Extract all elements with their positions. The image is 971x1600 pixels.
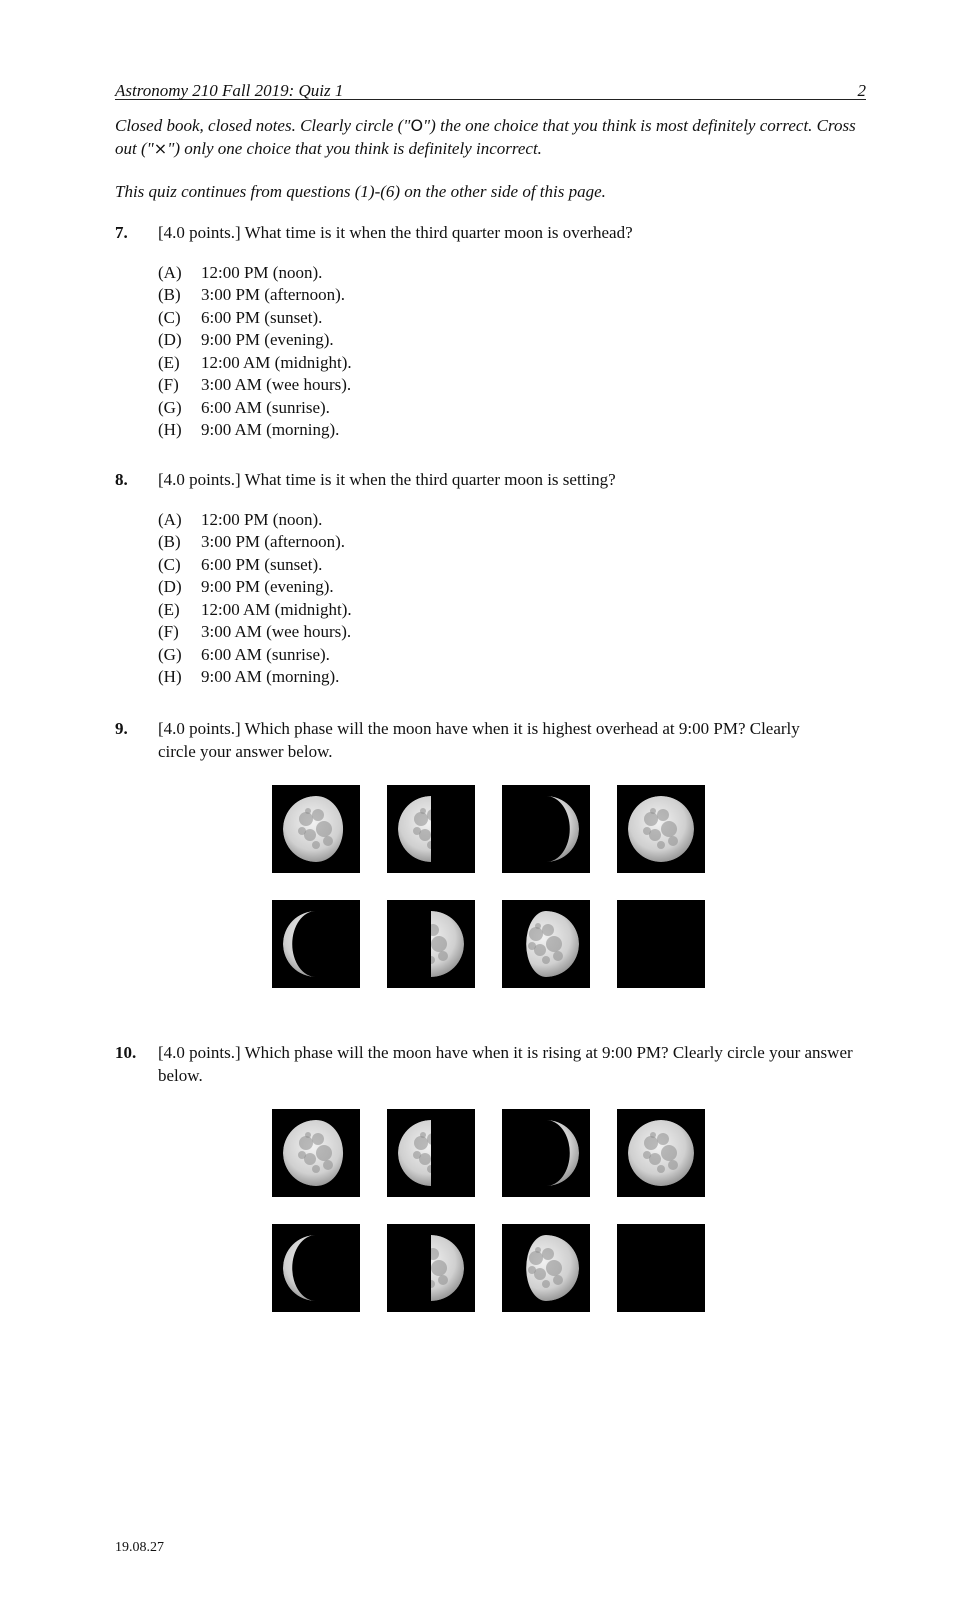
choice-b[interactable] bbox=[158, 531, 875, 554]
choice-b[interactable] bbox=[158, 284, 875, 307]
choice-d[interactable] bbox=[158, 576, 875, 599]
question-text: [4.0 points.] Which phase will the moon have when it is rising at 9:00 PM? Clearly circle your answer below. bbox=[158, 1043, 853, 1085]
waning-gibbous-icon bbox=[272, 785, 360, 873]
moon-full[interactable] bbox=[617, 1109, 705, 1197]
footer-date: 19.08.27 bbox=[115, 1540, 164, 1555]
choice-g[interactable] bbox=[158, 644, 875, 667]
moon-waning-crescent[interactable] bbox=[272, 1224, 360, 1312]
question-number: 9. bbox=[115, 719, 128, 738]
choice-text: 9:00 PM (evening). bbox=[201, 330, 334, 349]
moon-waxing-crescent[interactable] bbox=[502, 785, 590, 873]
choice-letter: (B) bbox=[158, 532, 181, 551]
choice-d[interactable] bbox=[158, 329, 875, 352]
waning-gibbous-icon bbox=[272, 1109, 360, 1197]
choice-text: 3:00 AM (wee hours). bbox=[201, 375, 352, 394]
moon-new[interactable] bbox=[617, 1224, 705, 1312]
question-8 bbox=[115, 469, 875, 706]
new-moon-icon bbox=[617, 1224, 705, 1312]
choice-text: 6:00 AM (sunrise). bbox=[201, 644, 330, 664]
choice-f[interactable] bbox=[158, 374, 875, 397]
instructions-part3: ") only one choice that you think is definitely incorrect. bbox=[167, 138, 542, 158]
question-10 bbox=[115, 1042, 875, 1087]
question-text: [4.0 points.] Which phase will the moon have when it is highest overhead at 9:00 PM? Clearly circle your answer below. bbox=[158, 719, 800, 761]
choice-list bbox=[158, 262, 875, 442]
cross-symbol: × bbox=[153, 138, 168, 158]
moon-waning-crescent[interactable] bbox=[272, 900, 360, 988]
choice-a[interactable] bbox=[158, 509, 875, 532]
first-quarter-icon bbox=[387, 1224, 475, 1312]
page-header bbox=[115, 79, 866, 100]
circle-symbol: O bbox=[410, 116, 424, 135]
question-number: 8. bbox=[115, 470, 128, 489]
choice-text: 3:00 PM (afternoon). bbox=[201, 285, 346, 304]
choice-h[interactable] bbox=[158, 419, 875, 442]
waning-crescent-icon bbox=[272, 900, 360, 988]
choice-f[interactable] bbox=[158, 621, 875, 644]
choice-letter: (G) bbox=[158, 644, 182, 664]
choice-text: 12:00 AM (midnight). bbox=[201, 599, 352, 619]
choice-letter: (G) bbox=[158, 397, 182, 417]
choice-letter: (D) bbox=[158, 330, 182, 349]
choice-letter: (C) bbox=[158, 307, 181, 327]
moon-full[interactable] bbox=[617, 785, 705, 873]
choice-letter: (F) bbox=[158, 622, 179, 641]
choice-text: 12:00 PM (noon). bbox=[201, 509, 323, 529]
new-moon-icon bbox=[617, 900, 705, 988]
third-quarter-icon bbox=[387, 785, 475, 873]
moon-waxing-gibbous[interactable] bbox=[502, 900, 590, 988]
choice-letter: (H) bbox=[158, 667, 182, 686]
choice-text: 12:00 AM (midnight). bbox=[201, 352, 352, 372]
question-text: [4.0 points.] What time is it when the third quarter moon is overhead? bbox=[158, 223, 633, 242]
moon-first-quarter[interactable] bbox=[387, 900, 475, 988]
moon-new[interactable] bbox=[617, 900, 705, 988]
choice-text: 9:00 PM (evening). bbox=[201, 577, 334, 596]
choice-letter: (D) bbox=[158, 577, 182, 596]
question-number: 10. bbox=[115, 1043, 137, 1062]
instructions-part2: ") the one choice that you think is most definitely correct. Cross out (" bbox=[115, 116, 856, 158]
third-quarter-icon bbox=[387, 1109, 475, 1197]
choice-letter: (H) bbox=[158, 420, 182, 439]
choice-text: 9:00 AM (morning). bbox=[201, 420, 340, 439]
choice-text: 3:00 PM (afternoon). bbox=[201, 532, 346, 551]
question-7 bbox=[115, 222, 875, 459]
choice-letter: (B) bbox=[158, 285, 181, 304]
choice-letter: (F) bbox=[158, 375, 179, 394]
choice-letter: (A) bbox=[158, 262, 182, 282]
choice-text: 12:00 PM (noon). bbox=[201, 262, 323, 282]
waxing-crescent-icon bbox=[502, 785, 590, 873]
choice-text: 9:00 AM (morning). bbox=[201, 667, 340, 686]
waxing-crescent-icon bbox=[502, 1109, 590, 1197]
waning-crescent-icon bbox=[272, 1224, 360, 1312]
first-quarter-icon bbox=[387, 900, 475, 988]
choice-text: 6:00 PM (sunset). bbox=[201, 554, 323, 574]
moon-waning-gibbous[interactable] bbox=[272, 1109, 360, 1197]
choice-text: 6:00 AM (sunrise). bbox=[201, 397, 330, 417]
full-moon-icon bbox=[617, 785, 705, 873]
choice-g[interactable] bbox=[158, 397, 875, 420]
choice-e[interactable] bbox=[158, 352, 875, 375]
choice-c[interactable] bbox=[158, 307, 875, 330]
instructions-part1: Closed book, closed notes. Clearly circle (" bbox=[115, 116, 411, 135]
moon-first-quarter[interactable] bbox=[387, 1224, 475, 1312]
moon-waxing-crescent[interactable] bbox=[502, 1109, 590, 1197]
choice-letter: (E) bbox=[158, 352, 180, 372]
moon-third-quarter[interactable] bbox=[387, 785, 475, 873]
choice-a[interactable] bbox=[158, 262, 875, 285]
full-moon-icon bbox=[617, 1109, 705, 1197]
choice-letter: (E) bbox=[158, 599, 180, 619]
moon-third-quarter[interactable] bbox=[387, 1109, 475, 1197]
header-page-number: 2 bbox=[857, 81, 866, 100]
header-title: Astronomy 210 Fall 2019: Quiz 1 bbox=[115, 81, 344, 100]
choice-c[interactable] bbox=[158, 554, 875, 577]
question-9 bbox=[115, 718, 875, 763]
choice-list bbox=[158, 509, 875, 689]
waxing-gibbous-icon bbox=[502, 900, 590, 988]
question-number: 7. bbox=[115, 223, 128, 242]
waxing-gibbous-icon bbox=[502, 1224, 590, 1312]
choice-letter: (C) bbox=[158, 554, 181, 574]
choice-h[interactable] bbox=[158, 666, 875, 689]
choice-letter: (A) bbox=[158, 509, 182, 529]
instructions bbox=[115, 115, 875, 160]
moon-waxing-gibbous[interactable] bbox=[502, 1224, 590, 1312]
choice-text: 6:00 PM (sunset). bbox=[201, 307, 323, 327]
choice-text: 3:00 AM (wee hours). bbox=[201, 622, 352, 641]
moon-waning-gibbous[interactable] bbox=[272, 785, 360, 873]
question-text: [4.0 points.] What time is it when the third quarter moon is setting? bbox=[158, 470, 616, 489]
choice-e[interactable] bbox=[158, 599, 875, 622]
continue-note: This quiz continues from questions (1)-(6) on the other side of this page. bbox=[115, 182, 606, 201]
